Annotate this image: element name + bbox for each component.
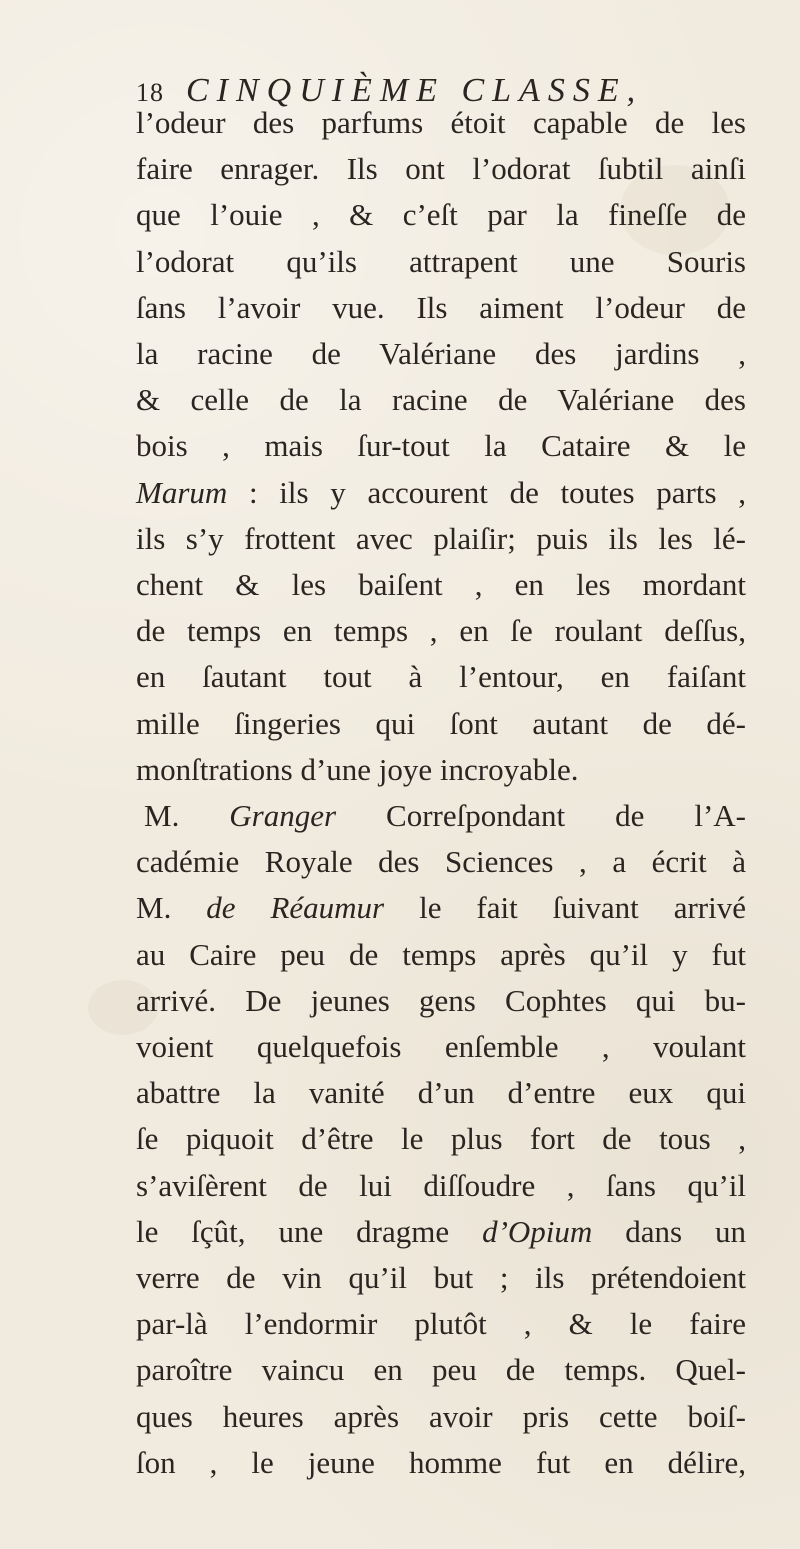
text-fragment: abattre la vanité d’un d’entre eux qui <box>136 1075 746 1111</box>
text-fragment: s’aviſèrent de lui diſſoudre , ſans qu’il <box>136 1167 746 1203</box>
text-line <box>136 516 746 562</box>
text-fragment: monſtrations d’une joye incroyable. <box>136 751 579 787</box>
text-fragment: arrivé. De jeunes gens Cophtes qui bu- <box>136 982 746 1018</box>
text-fragment: ils s’y frottent avec plaiſir; puis ils les lé- <box>136 520 746 556</box>
text-fragment: Correſpondant de l’A- <box>336 798 746 834</box>
text-line <box>136 608 746 654</box>
italic-text: d’Opium <box>482 1213 593 1249</box>
text-fragment: cadémie Royale des Sciences , a écrit à <box>136 844 746 880</box>
italic-text: Granger <box>229 798 337 834</box>
text-line <box>136 1347 746 1393</box>
text-fragment: mille ſingeries qui ſont autant de dé- <box>136 705 746 741</box>
text-fragment: chent & les baiſent , en les mordant <box>136 567 746 603</box>
text-fragment: M. <box>144 798 230 834</box>
italic-text: Marum <box>136 474 228 510</box>
text-line <box>136 239 746 285</box>
text-fragment: en ſautant tout à l’entour, en faiſant <box>136 659 746 695</box>
text-line <box>136 1163 746 1209</box>
text-line <box>136 1116 746 1162</box>
text-line <box>136 1301 746 1347</box>
text-line <box>136 1440 746 1486</box>
main-text <box>136 100 746 1486</box>
text-fragment: faire enrager. Ils ont l’odorat ſubtil ainſi <box>136 151 746 187</box>
text-fragment: la racine de Valériane des jardins , <box>136 336 746 372</box>
page-number: 18 <box>136 78 164 107</box>
text-line <box>136 885 746 931</box>
text-fragment: bois , mais ſur-tout la Cataire & le <box>136 428 746 464</box>
text-line <box>136 747 746 793</box>
text-line <box>136 377 746 423</box>
text-fragment: & celle de la racine de Valériane des <box>136 382 746 418</box>
text-fragment: ſe piquoit d’être le plus fort de tous , <box>136 1121 746 1157</box>
text-fragment: M. <box>136 890 207 926</box>
text-line <box>136 1070 746 1116</box>
text-line <box>136 1024 746 1070</box>
text-line <box>136 654 746 700</box>
text-fragment: dans un <box>592 1213 746 1249</box>
text-line <box>136 1394 746 1440</box>
text-line <box>136 331 746 377</box>
text-fragment: de temps en temps , en ſe roulant deſſus, <box>136 613 746 649</box>
text-fragment: paroître vaincu en peu de temps. Quel- <box>136 1352 746 1388</box>
text-fragment: au Caire peu de temps après qu’il y fut <box>136 936 746 972</box>
text-fragment: voient quelquefois enſemble , voulant <box>136 1029 746 1065</box>
text-line <box>136 1209 746 1255</box>
text-line <box>136 100 746 146</box>
text-fragment: ſon , le jeune homme fut en délire, <box>136 1444 746 1480</box>
text-fragment: ſans l’avoir vue. Ils aiment l’odeur de <box>136 289 746 325</box>
text-fragment: par-là l’endormir plutôt , & le faire <box>136 1306 746 1342</box>
text-fragment: l’odorat qu’ils attrapent une Souris <box>136 243 746 279</box>
text-line <box>136 470 746 516</box>
text-fragment: que l’ouie , & c’eſt par la fineſſe de <box>136 197 746 233</box>
text-fragment: le ſçût, une dragme <box>136 1213 483 1249</box>
text-line <box>136 562 746 608</box>
text-line <box>136 793 746 839</box>
text-line <box>136 978 746 1024</box>
text-line <box>136 932 746 978</box>
text-fragment: ques heures après avoir pris cette boiſ- <box>136 1398 746 1434</box>
text-line <box>136 192 746 238</box>
text-line <box>136 839 746 885</box>
text-line <box>136 423 746 469</box>
text-fragment: verre de vin qu’il but ; ils prétendoient <box>136 1260 746 1296</box>
text-line <box>136 146 746 192</box>
text-line <box>136 1255 746 1301</box>
running-title: CINQUIÈME CLASSE, <box>186 72 644 109</box>
text-fragment: l’odeur des parfums étoit capable de les <box>136 105 746 140</box>
text-fragment: : ils y accourent de toutes parts , <box>227 474 746 510</box>
text-fragment: le fait ſuivant arrivé <box>384 890 746 926</box>
text-line <box>136 701 746 747</box>
text-line <box>136 285 746 331</box>
italic-text: de Réaumur <box>206 890 385 926</box>
